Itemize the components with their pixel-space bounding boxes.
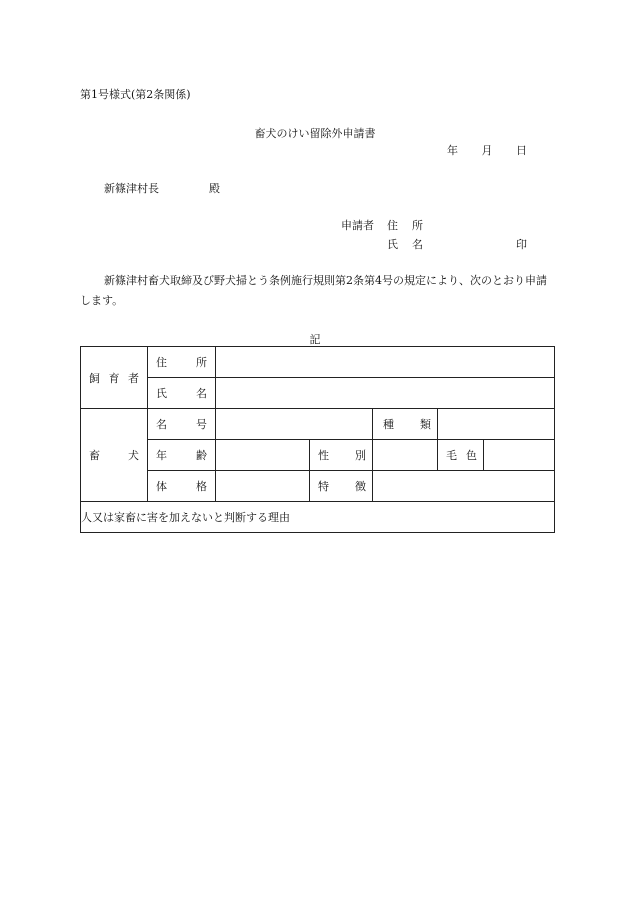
label-char: 種: [383, 418, 394, 431]
address-char: 住: [387, 219, 398, 232]
age-field[interactable]: [216, 440, 310, 471]
sex-field[interactable]: [373, 440, 438, 471]
label-char: 名: [196, 387, 207, 400]
label-char: 者: [128, 371, 139, 385]
table-row: [81, 378, 555, 409]
year-label: 年: [447, 144, 458, 157]
label-char: 畜: [89, 449, 100, 462]
label-char: 毛: [446, 449, 457, 462]
label-char: 特: [318, 480, 329, 493]
dog-label: [81, 447, 147, 463]
coat-field[interactable]: [484, 440, 555, 471]
name-char: 名: [412, 238, 423, 251]
applicant-address-label: [387, 217, 423, 233]
label-char: 犬: [128, 449, 139, 462]
applicant-label: 申請者: [341, 219, 374, 232]
features-label: [310, 478, 372, 494]
label-char: 体: [156, 480, 167, 493]
label-char: 住: [156, 356, 167, 369]
label-char: 名: [156, 418, 167, 431]
owner-address-label-cell: [148, 347, 216, 378]
address-char: 所: [412, 219, 423, 232]
owner-name-label: [148, 385, 215, 401]
sex-label-cell: [310, 440, 373, 471]
age-label: [148, 447, 215, 463]
day-label: 日: [516, 144, 527, 157]
label-char: 性: [318, 449, 329, 462]
name-char: 氏: [387, 238, 398, 251]
features-field[interactable]: [373, 471, 555, 502]
breed-field[interactable]: [438, 409, 555, 440]
build-field[interactable]: [216, 471, 310, 502]
dog-name-label: [148, 416, 215, 432]
label-char: 齢: [196, 449, 207, 462]
owner-name-label-cell: [148, 378, 216, 409]
month-label: 月: [481, 144, 493, 157]
build-label-cell: [148, 471, 216, 502]
label-char: 号: [196, 418, 207, 431]
owner-label: [81, 370, 147, 386]
breed-label-cell: [373, 409, 438, 440]
owner-label-cell: [81, 347, 148, 409]
dog-name-field[interactable]: [216, 409, 373, 440]
label-char: 所: [196, 356, 207, 369]
label-char: 徴: [355, 480, 366, 493]
owner-name-field[interactable]: [216, 378, 555, 409]
label-char: 飼: [89, 371, 100, 385]
table-row: [81, 502, 555, 533]
label-char: 格: [196, 480, 207, 493]
label-char: 育: [108, 371, 120, 385]
addressee: 新篠津村長: [104, 182, 159, 195]
owner-address-label: [148, 354, 215, 370]
label-char: 氏: [156, 387, 167, 400]
body-text: 新篠津村畜犬取締及び野犬掃とう条例施行規則第2条第4号の規定により、次のとおり申請します。: [80, 274, 547, 307]
applicant-name-label: [387, 236, 423, 252]
dog-name-label-cell: [148, 409, 216, 440]
date-line: [447, 142, 527, 158]
coat-label: [438, 447, 483, 463]
label-char: 別: [355, 449, 366, 462]
table-row: [81, 440, 555, 471]
label-char: 年: [156, 449, 167, 462]
label-char: 色: [466, 449, 477, 462]
owner-address-field[interactable]: [216, 347, 555, 378]
label-char: 類: [420, 418, 431, 431]
coat-label-cell: [438, 440, 484, 471]
form-number: 第1号様式(第2条関係): [80, 88, 191, 101]
table-row: [81, 409, 555, 440]
age-label-cell: [148, 440, 216, 471]
reason-field[interactable]: [81, 502, 555, 533]
document-title: 畜犬のけい留除外申請書: [254, 127, 376, 140]
features-label-cell: [310, 471, 373, 502]
table-row: [81, 347, 555, 378]
addressee-suffix: 殿: [209, 182, 220, 195]
reason-label: 人又は家畜に害を加えないと判断する理由: [81, 511, 290, 524]
table-row: [81, 471, 555, 502]
seal-mark: 印: [516, 238, 527, 251]
sex-label: [310, 447, 372, 463]
dog-label-cell: [81, 409, 148, 502]
breed-label: [373, 416, 437, 432]
ki-heading: 記: [309, 333, 321, 346]
application-table: [80, 346, 555, 533]
build-label: [148, 478, 215, 494]
